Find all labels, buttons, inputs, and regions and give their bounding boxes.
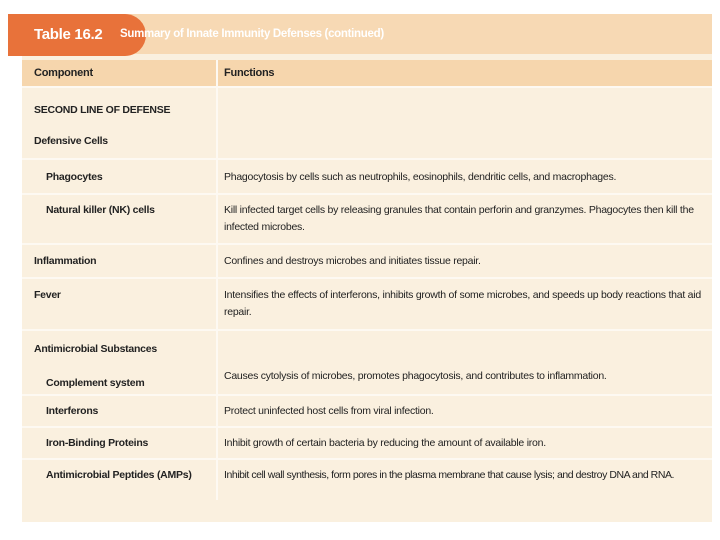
header-functions: Functions bbox=[216, 60, 712, 86]
row-component bbox=[22, 331, 216, 394]
row-function: Intensifies the effects of interferons, inhibits growth of some microbes, and speeds up body reactions that aid repair. bbox=[216, 279, 712, 329]
table-row bbox=[22, 428, 712, 460]
subsection-label: Antimicrobial Substances bbox=[34, 343, 157, 355]
function-text: Causes cytolysis of microbes, promotes phagocytosis, and contributes to inflammation. bbox=[224, 370, 607, 382]
header-component: Component bbox=[34, 67, 93, 79]
table-row bbox=[22, 195, 712, 245]
table-title-bar bbox=[22, 14, 712, 54]
table-row bbox=[22, 331, 712, 396]
table-row bbox=[22, 88, 712, 160]
subsection-label: Defensive Cells bbox=[34, 135, 108, 147]
defenses-table bbox=[22, 60, 712, 500]
row-function: Phagocytosis by cells such as neutrophils, eosinophils, dendritic cells, and macrophages. bbox=[216, 160, 712, 193]
row-function: Protect uninfected host cells from viral infection. bbox=[216, 396, 712, 426]
row-function: Kill infected target cells by releasing granules that contain perforin and granzymes. Phagocytes then kill the infected microbes. bbox=[216, 195, 712, 243]
table-title: Summary of Innate Immunity Defenses (continued) bbox=[120, 28, 384, 40]
row-function: Inhibit growth of certain bacteria by reducing the amount of available iron. bbox=[216, 428, 712, 458]
row-component: Iron-Binding Proteins bbox=[46, 437, 149, 449]
row-component: Interferons bbox=[46, 405, 99, 417]
component-name: Complement system bbox=[46, 377, 145, 389]
row-component bbox=[22, 88, 216, 158]
row-component: Natural killer (NK) cells bbox=[46, 204, 155, 216]
row-function: Confines and destroys microbes and initiates tissue repair. bbox=[216, 245, 712, 277]
table-row bbox=[22, 460, 712, 500]
table-frame bbox=[22, 14, 712, 522]
row-component: Antimicrobial Peptides (AMPs) bbox=[46, 469, 192, 481]
section-label: SECOND LINE OF DEFENSE bbox=[34, 104, 171, 116]
row-component: Fever bbox=[34, 289, 61, 301]
table-row bbox=[22, 396, 712, 428]
row-function bbox=[216, 331, 712, 394]
table-header-row bbox=[22, 60, 712, 88]
row-component: Phagocytes bbox=[46, 171, 103, 183]
row-function bbox=[216, 88, 712, 158]
table-row bbox=[22, 160, 712, 195]
table-row bbox=[22, 245, 712, 279]
table-number: Table 16.2 bbox=[8, 14, 146, 56]
row-component: Inflammation bbox=[34, 255, 97, 267]
table-row bbox=[22, 279, 712, 331]
row-function: Inhibit cell wall synthesis, form pores in the plasma membrane that cause lysis; and destroy DNA and RNA. bbox=[216, 460, 712, 500]
